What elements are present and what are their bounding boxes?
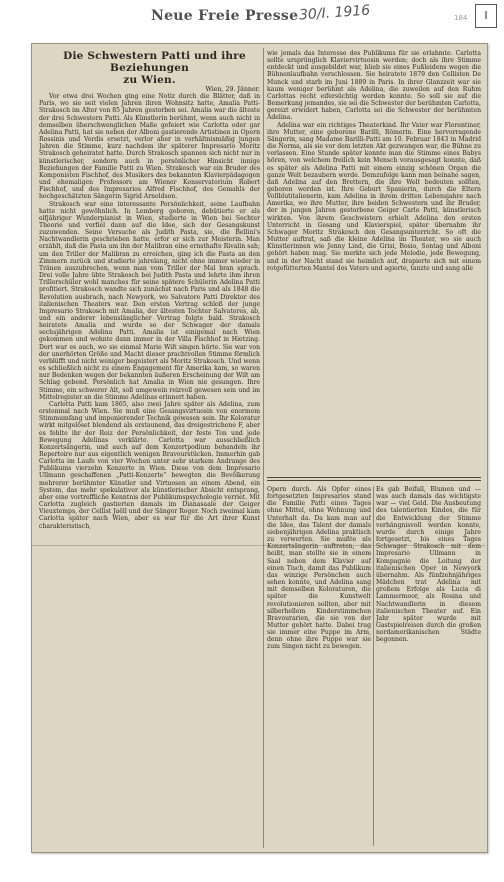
paragraph: Vor etwa drei Wochen ging eine Notiz durch die Blätter, daß in Paris, wo sie seit vielen Jahren ihren Wohnsitz hatte, Amalia Patti-Strakosch im Alter von 85 Jahren gestorben sei. Amalia war die älteste der drei Schwestern Patti. Als Künstlerin berühmt, wenn auch nicht in demselben überschwenglichen Maße gefeiert wie Carlotta oder gar Adelina Patti, hat sie neben der Alboni gastierende Artistinen in Opern Rossinis und Verdis ersetzt, verlor aber in verhältnismäßig jungen Jahren die Stimme, kurz nachdem ihr späterer Impresario Moritz Strakosch geheiratet hatte. Durch Strakosch spannen sich nicht nur in künstlerischer, sondern auch in persönlicher Hinsicht innige Beziehungen der Familie Patti zu Wien. Strakosch war ein Bruder des Komponisten Fischhof, des Musikers des bekannten Klavierpädagogen und ehemaligen Professors am Wiener Konservatorium Robert Fischhof, und des Impresarios Alfred Fischhof, des Gemahls der hochgeschätzten Sängerin Sigrid Arnoldson. xyxy=(39,93,260,201)
paragraph: Es gab Beifall, Blumen und — was auch damals das wichtigste war — viel Geld. Die Ausbeutung des talentierten Kindes, die für die Entwicklung der Stimme verhängnisvoll werden konnte, wurde durch einige Jahre fortgesetzt, bis eines Tages Schwager Strakosch mit dem Impresario Ullmann in Kompagnie die Leitung der italienischen Oper in Newyork übernahm. Als fünfzehnjähriges Mädchen trat Adelina mit großem Erfolge als Lucia di Lammermoor, als Rosina und Nachtwandlerin in diesem italienischen Theater auf. Ein Jahr später wurde mit Gastspielreisen durch die großen nordamerikanischen Städte begonnen. xyxy=(376,486,481,644)
article-subtitle: zu Wien. xyxy=(123,74,176,86)
article-title xyxy=(39,50,260,86)
paragraph: wie jemals das Interesse des Publikums für sie erlahmte. Carlotta sollte ursprünglich Klaviervirtuosin werden; doch als ihre Stimme entdeckt und ausgebildet war, blieb sie eines Fußleidens wegen die Bühnenlaufbahn verschlossen. Sie heiratete 1879 den Cellisten De Munck und starb im Juni 1889 in Paris. In ihrer Glanzzeit war sie kaum weniger berühmt als Adelina, die zuweilen auf den Ruhm Carlottas recht eifersüchtig werden konnte. So soll sie auf die Bemerkung jemandes, sie sei die Schwester der berühmten Carlotta, gereizt erwidert haben, Carlotta sei die Schwester der berühmten Adelina. xyxy=(267,50,481,122)
paragraph: Adelina war ein richtiges Theaterkind. Ihr Vater war Florentiner, ihre Mutter, eine geborene Barilli, Römerin. Eine hervorragende Sängerin, sang Madame Barilli-Patti am 10. Februar 1843 in Madrid die Norma, als sie vor dem letzten Akt gezwungen war, die Bühne zu verlassen. Eine Stunde später konnte man die Stimme eines Babys hören, von welchem freilich kein Mensch vorausgesagt konnte, daß es später als Adelina Patti mit einem einzig schönen Organ die ganze Welt bezaubern werde. Demzufolge kann man beinahe sagen, daß Adelina auf den Brettern, die ihre Welt bedeuten sollten, geboren worden ist. Ihre Geburt Spanierin, durch die Eltern Vollblutitalienerin, kam Adelina in ihrem dritten Lebensjahre nach Amerika, wo ihre Mutter, ihre beiden Schwestern und ihr Bruder, der in jungen Jahren gestorbene Geiger Carlo Patti, künstlerisch wirkten. Von ihrem Geschwistern erhielt Adelina den ersten Unterricht in Gesang und Klavierspiel, später übernahm ihr Schwager Moritz Strakosch den Gesangsunterricht. So oft die Mutter auftrat, saß die kleine Adelina im Theater, wo sie auch Künstlerinnen wie Jenny Lind, die Grisi, Bosio, Sontag und Alboni gehört haben mag. Sie merkte sich jede Melodie, jede Bewegung, und in der Nacht stand sie heimlich auf, drapierte sich mit einem rotgefütterten Mantel des Vaters und agierte, tanzte und sang alle xyxy=(267,121,481,272)
handwritten-date: 30/I. 1916 xyxy=(298,2,371,24)
column-divider xyxy=(373,486,374,846)
article-continuation-column-b xyxy=(376,486,481,846)
paragraph: Strakosch war eine interessante Persönlichkeit, seine Laufbahn hatte nicht gewöhnlich. In Lemberg geboren, debütierte er als elfjähriger Wunderpianist in Wien, studierte in Wien bei Sechter Theorie und verfiel dann auf die Idee, sich der Gesangskunst zuzuwenden. Seine Versuche als Judith Pasta, sie, die Bellini's Nachtwandlerin geschrieben hatte, erfor er sich zur Meisterin. Man erzählt, daß die Pasta um ihn der Malibran eine ernsthafte Rivalin sah; um den Triller der Malibran zu erreichen, ging ich die Pasta an den Zimmern zurück und studierte jahrelang, nicht ohne immer wieder in Tränen auszubrechen, wenn man vom Triller der Mal bran sprach. Drei volle Jahre übte Strakosch bei Judith Pasta und lehrte ihm ihren Trillerschüler wohl manches für seine spätere Schülerin Adelina Patti profitiert. Strakosch wandte sich zunächst nach Paris und als 1848 die Revolution ausbrach, nach Newyork, wo Salvatore Patti Direktor des italienischen Theaters war. Den ersten Vertrag schloß der junge Impresario Strakosch mit Amalia, der ältesten Tochter Salvatores, ab, und ein anderer lebenslänglicher Vertrag folgte bald. Strakosch heiratete Amalia und wurde so der Schwager der damals sechsjährigen Adelina Patti. Amalia ist einigemal nach Wien gekommen und wohnte dann immer in der Villa Fischhof in Hietzing. Dort war es auch, wo sie einmal Marie Wilt singen hörte. Sie war von der unerhörten Größe und Macht dieser prachtvollen Stimme förmlich verblüfft und nicht weniger begeistert als Moritz Strakosch. Und wenn es schließlich nicht zu einem Engagement für Amerika kam, so waren nur Bedenken wegen der bekannten äußeren Erscheinung der Wilt am Schlag gebend. Persönlich hat Amalia in Wien nie gesungen. Ihre Stimme, ein schwerer Alt, soll umgewein reizvoll gewesen sein und im Mittelregister an die Stimme Adelinas erinnert haben. xyxy=(39,200,260,401)
article-left-column xyxy=(39,50,260,846)
section-rule xyxy=(267,477,481,478)
newspaper-masthead: Neue Freie Presse xyxy=(151,8,299,24)
paragraph: Carlotta Patti kam 1865, also zwei Jahre später als Adelina, zum erstenmal nach Wien. Sie muß eine Gesangsvirtuosin von enormem Stimmumfang und imponierender Technik gewesen sein. Ihr Koloratur wirkt mitgelöset blendend als erstaunend, das dreigestrichene F, aber es fehlte ihr der Reiz der Persönlichkeit, der feste Ton und jede Bewegung Adelinas verklärte. Carlotta war ausschließlich Konzertsängerin, und auch auf dem Konzertpodium behandeln ihr Repertoire nur aus eigentlich wenigen Bravourstücken. Immerhin gab Carlotta im Laufe von vier Wochen unter sehr starkem Andrange des Publikums vierzehn Konzerte in Wien. Diese von dem Impresario Ullmann geschaffenen „Patti-Konzerte“ bewegten die Bevölkerung mehrerer berühmter Künstler und Virtuosen an einem Abend, ein System, das mehr spekulativer als künstlerischer Absicht entsprang, aber eine vortreffliche Kenntnis der Publikumspsychologie verriet. Mit Carlotta zugleich gastierten damals im Dianasaale der Geiger Vieuxtemps, der Cellist Jaëll und der Sänger Roger. Noch zweimal kam Carlotta später nach Wien, aber es war für die Art ihrer Kunst charakteristisch, xyxy=(39,400,260,530)
article-continuation-column-a xyxy=(267,486,371,846)
article-dateline: Wien, 29. Jänner. xyxy=(205,86,260,93)
newspaper-clipping xyxy=(31,43,488,853)
archive-number-box: I xyxy=(475,4,497,28)
section-rule xyxy=(267,480,481,481)
paragraph: Opern durch. Als Opfer eines fortgesetzten Impresarios stand die Familie Patti eines Tages ohne Mittel, ohne Wohnung und Unterhalt da. Da kam man auf die Idee, das Talent der damals siebenjährigen Adelina praktisch zu verwerten. Sie mußte als Konzertsängerin auftreten, das heißt, man stellte sie in einem Saal neben dem Klavier auf einen Tisch, damit das Publikum das winzige Persönchen auch sehen konnte, und Adelina sang mit demselben Koloraturen, die später die Kunstwelt revolutionieren sollten, aber mit silberhellem Kinderstimmchen Bravourarien, die sie von der Mutter gehört hatte. Dabei trug sie immer eine Puppe im Arm, denn ohne ihre Puppe war sie zum Singen nicht zu bewegen. xyxy=(267,486,371,651)
article-right-column xyxy=(267,50,481,470)
article-title-text: Die Schwestern Patti und ihre Beziehungen xyxy=(63,50,246,74)
column-divider xyxy=(263,48,264,848)
archive-page-number: 184 xyxy=(454,14,468,22)
fold-crease xyxy=(31,545,486,546)
